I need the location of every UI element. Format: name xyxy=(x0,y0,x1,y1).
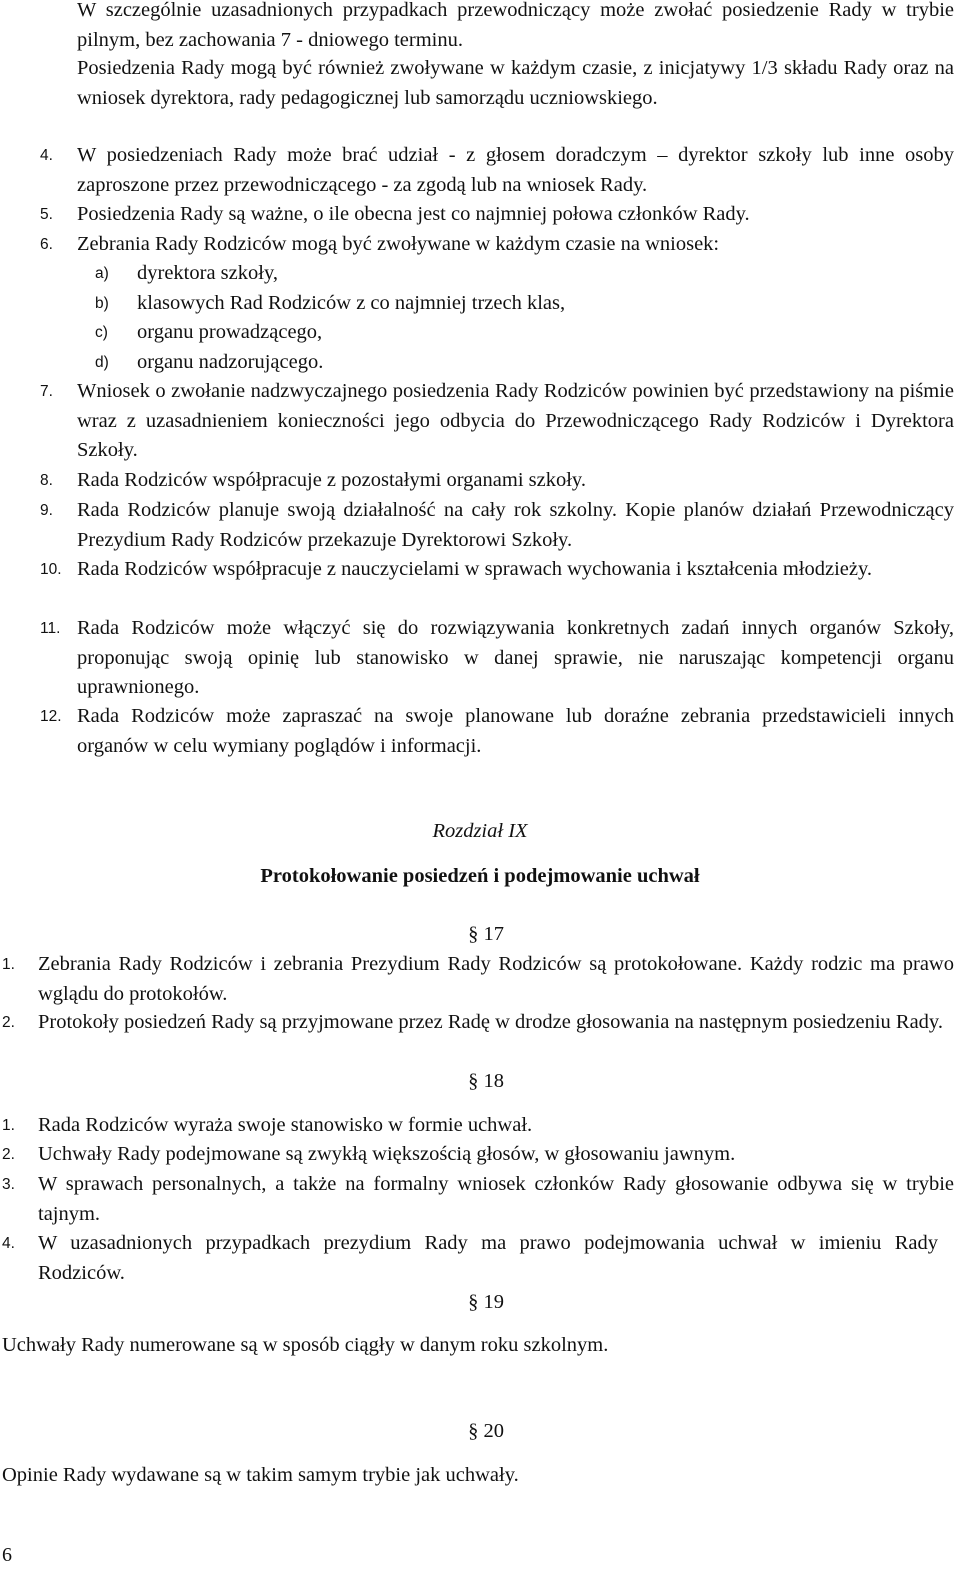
item-text: W uzasadnionych przypadkach prezydium Rady ma prawo podejmowania uchwał w imieniu Rady Rodziców. xyxy=(38,1232,938,1284)
item-text: Uchwały Rady podejmowane są zwykłą większością głosów, w głosowaniu jawnym. xyxy=(38,1143,736,1165)
section-sign-19: § 19 xyxy=(468,1291,504,1313)
item-text: Zebrania Rady Rodziców mogą być zwoływane w każdym czasie na wniosek: xyxy=(77,233,720,255)
chapter-title: Protokołowanie posiedzeń i podejmowanie uchwał xyxy=(260,865,700,887)
item-text: W posiedzeniach Rady może brać udział - z głosem doradczym – dyrektor szkoły lub inne osoby zaproszone przez przewodniczącego - za zgodą lub na wniosek Rady. xyxy=(77,144,954,196)
item-number: 11. xyxy=(40,620,61,637)
section-sign-17: § 17 xyxy=(468,923,504,945)
section-19-text: Uchwały Rady numerowane są w sposób ciągły w danym roku szkolnym. xyxy=(2,1334,609,1356)
item-number: 5. xyxy=(40,206,53,223)
section-sign-18: § 18 xyxy=(468,1070,504,1092)
section-20-text: Opinie Rady wydawane są w takim samym trybie jak uchwały. xyxy=(2,1464,519,1486)
item-number: 2. xyxy=(2,1014,15,1031)
item-text: Protokoły posiedzeń Rady są przyjmowane przez Radę w drodze głosowania na następnym posiedzeniu Rady. xyxy=(38,1011,943,1033)
item-text: Rada Rodziców planuje swoją działalność na cały rok szkolny. Kopie planów działań Przewodniczący Prezydium Rady Rodziców przekazuje Dyrektorowi Szkoły. xyxy=(77,499,954,551)
item-text: Rada Rodziców może włączyć się do rozwiązywania konkretnych zadań innych organów Szkoły, proponując swoją opinię lub stanowisko w danej sprawie, nie naruszając kompetencji organu uprawnionego. xyxy=(77,617,954,698)
sub-item-text: organu prowadzącego, xyxy=(137,321,323,343)
item-number: 6. xyxy=(40,236,53,253)
sub-item-letter: a) xyxy=(95,265,109,282)
item-text: Rada Rodziców współpracuje z pozostałymi organami szkoły. xyxy=(77,469,586,491)
page-number: 6 xyxy=(2,1544,12,1566)
item-number: 3. xyxy=(2,1176,15,1193)
sub-item-letter: c) xyxy=(95,324,108,341)
intro-paragraph-1: W szczególnie uzasadnionych przypadkach przewodniczący może zwołać posiedzenie Rady w trybie pilnym, bez zachowania 7 - dniowego terminu. xyxy=(77,0,954,51)
sub-item-text: dyrektora szkoły, xyxy=(137,262,278,284)
item-number: 1. xyxy=(2,1117,15,1134)
item-text: W sprawach personalnych, a także na formalny wniosek członków Rady głosowanie odbywa się w trybie tajnym. xyxy=(38,1173,954,1225)
item-text: Wniosek o zwołanie nadzwyczajnego posiedzenia Rady Rodziców powinien być przedstawiony na piśmie wraz z uzasadnieniem konieczności jego odbycia do Przewodniczącego Rady Rodziców i Dyrektora Szkoły. xyxy=(77,380,954,461)
item-number: 4. xyxy=(2,1235,15,1252)
item-number: 2. xyxy=(2,1146,15,1163)
item-number: 10. xyxy=(40,561,62,578)
sub-item-text: klasowych Rad Rodziców z co najmniej trzech klas, xyxy=(137,292,566,314)
item-number: 7. xyxy=(40,383,53,400)
sub-item-letter: b) xyxy=(95,295,109,312)
chapter-label: Rozdział IX xyxy=(432,820,528,842)
item-number: 4. xyxy=(40,147,53,164)
sub-item-text: organu nadzorującego. xyxy=(137,351,324,373)
item-number: 1. xyxy=(2,956,15,973)
item-number: 12. xyxy=(40,708,62,725)
item-number: 9. xyxy=(40,502,53,519)
item-text: Zebrania Rady Rodziców i zebrania Prezydium Rady Rodziców są protokołowane. Każdy rodzic ma prawo wglądu do protokołów. xyxy=(38,953,954,1005)
sub-item-letter: d) xyxy=(95,354,109,371)
item-number: 8. xyxy=(40,472,53,489)
item-text: Rada Rodziców wyraża swoje stanowisko w formie uchwał. xyxy=(38,1114,533,1136)
section-sign-20: § 20 xyxy=(468,1420,504,1442)
intro-paragraph-2: Posiedzenia Rady mogą być również zwoływane w każdym czasie, z inicjatywy 1/3 składu Rady oraz na wniosek dyrektora, rady pedagogicznej lub samorządu uczniowskiego. xyxy=(77,57,954,109)
item-text: Rada Rodziców współpracuje z nauczycielami w sprawach wychowania i kształcenia młodzieży. xyxy=(77,558,873,580)
item-text: Posiedzenia Rady są ważne, o ile obecna jest co najmniej połowa członków Rady. xyxy=(77,203,750,225)
item-text: Rada Rodziców może zapraszać na swoje planowane lub doraźne zebrania przedstawicieli innych organów w celu wymiany poglądów i informacji. xyxy=(77,705,954,757)
